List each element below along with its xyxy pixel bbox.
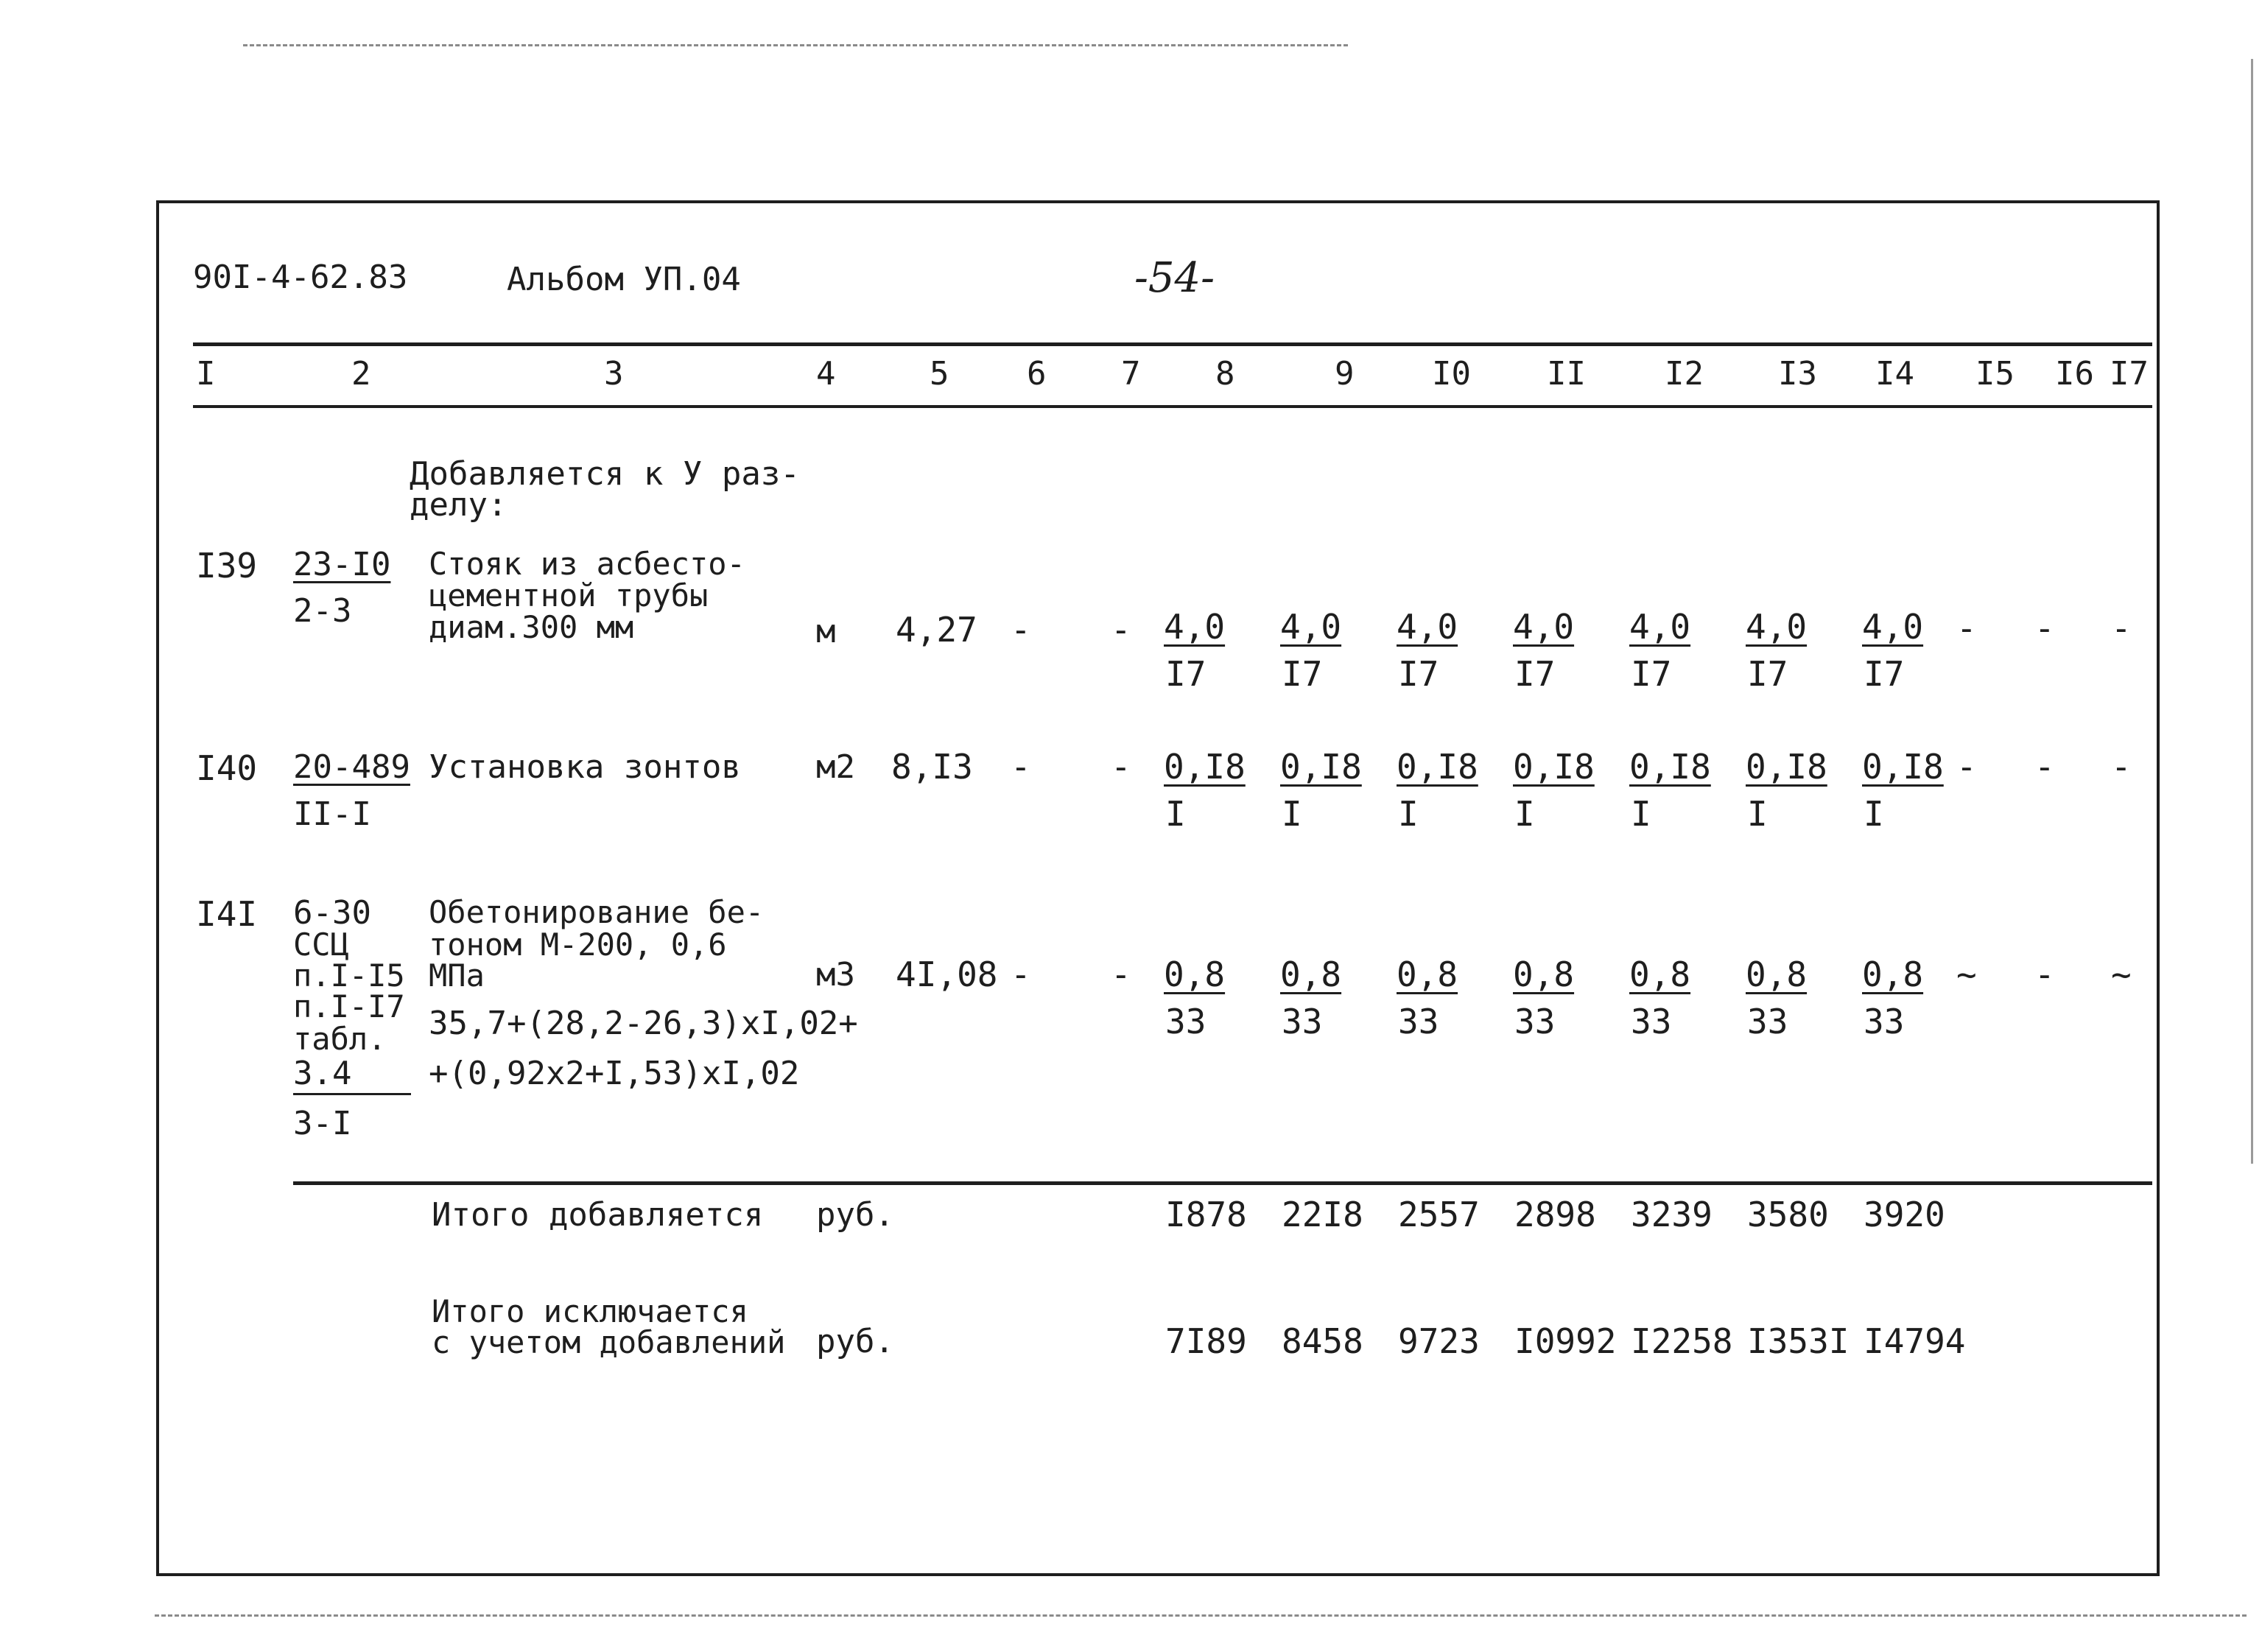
col15-value: ~ bbox=[1956, 955, 1977, 994]
scan-edge-line-right bbox=[2251, 59, 2253, 1164]
work-description: цементной трубы bbox=[429, 577, 709, 614]
col17-value: - bbox=[2111, 608, 2132, 648]
col17-value: - bbox=[2111, 747, 2132, 787]
rate-value: I bbox=[1747, 794, 1768, 834]
col16-value: - bbox=[2034, 608, 2055, 648]
col16-value: - bbox=[2034, 747, 2055, 787]
rate-code: 3.4 bbox=[293, 1055, 352, 1092]
total-value: 3920 bbox=[1864, 1195, 1945, 1234]
quantity-value: 4,0 bbox=[1513, 607, 1575, 647]
quantity-value: 4,0 bbox=[1280, 607, 1342, 647]
rate-code-divider bbox=[293, 1093, 411, 1095]
album-label: Альбом УП.04 bbox=[507, 261, 741, 298]
rate-value: 33 bbox=[1631, 1002, 1672, 1041]
rate-value: 33 bbox=[1864, 1002, 1905, 1041]
col6-value: - bbox=[1011, 610, 1031, 650]
rate-value: I bbox=[1631, 794, 1651, 834]
quantity-value: 0,I8 bbox=[1746, 747, 1827, 787]
quantity-value: 0,I8 bbox=[1397, 747, 1478, 787]
rate-code: ССЦ bbox=[293, 927, 349, 963]
total-unit: руб. bbox=[816, 1196, 894, 1234]
col16-value: - bbox=[2034, 955, 2055, 994]
total-value: 9723 bbox=[1398, 1321, 1480, 1361]
total-value: 2898 bbox=[1514, 1195, 1596, 1234]
total-unit: руб. bbox=[816, 1323, 894, 1360]
rate-value: I7 bbox=[1631, 654, 1672, 694]
calculation-formula: +(0,92х2+I,53)хI,02 bbox=[429, 1055, 800, 1092]
column-number: 3 bbox=[604, 355, 624, 393]
work-description: МПа bbox=[429, 957, 485, 994]
col7-value: - bbox=[1111, 955, 1131, 994]
column-number: I bbox=[196, 355, 216, 393]
total-value: 22I8 bbox=[1282, 1195, 1363, 1234]
total-value: 3580 bbox=[1747, 1195, 1829, 1234]
work-description: Обетонирование бе- bbox=[429, 894, 765, 930]
total-label: Итого исключается bbox=[432, 1293, 748, 1329]
header-rule-top bbox=[193, 342, 2152, 346]
rate-value: I7 bbox=[1398, 654, 1439, 694]
total-value: 7I89 bbox=[1165, 1321, 1247, 1361]
total-value: 3239 bbox=[1631, 1195, 1713, 1234]
column-number: I7 bbox=[2110, 355, 2149, 393]
quantity-value: 0,I8 bbox=[1513, 747, 1595, 787]
col17-value: ~ bbox=[2111, 955, 2132, 994]
column-number: II bbox=[1547, 355, 1586, 393]
row-number: I40 bbox=[196, 748, 258, 788]
quantity-value: 0,8 bbox=[1164, 955, 1226, 994]
column-number: 5 bbox=[930, 355, 949, 393]
rate-value: I bbox=[1165, 794, 1186, 834]
col7-value: - bbox=[1111, 610, 1131, 650]
totals-rule bbox=[293, 1181, 2152, 1185]
quantity-value: 0,8 bbox=[1397, 955, 1458, 994]
column-number: 8 bbox=[1215, 355, 1235, 393]
total-value: 2557 bbox=[1398, 1195, 1480, 1234]
column-number: 9 bbox=[1335, 355, 1355, 393]
column-number: 2 bbox=[351, 355, 371, 393]
rate-value: I7 bbox=[1864, 654, 1905, 694]
rate-code: п.I-I7 bbox=[293, 988, 405, 1024]
unit: м3 bbox=[816, 956, 855, 994]
col15-value: - bbox=[1956, 608, 1977, 648]
rate-code: 6-30 bbox=[293, 894, 371, 932]
rate-value: I bbox=[1864, 794, 1884, 834]
rate-value: 33 bbox=[1747, 1002, 1788, 1041]
total-label: с учетом добавлений bbox=[432, 1324, 786, 1360]
column-number: I2 bbox=[1665, 355, 1704, 393]
quantity-value: 4,0 bbox=[1397, 607, 1458, 647]
rate-value: 33 bbox=[1165, 1002, 1206, 1041]
rate-value: I bbox=[1398, 794, 1419, 834]
quantity-value: 4,0 bbox=[1862, 607, 1924, 647]
column-number: I4 bbox=[1875, 355, 1914, 393]
quantity-value: 0,I8 bbox=[1164, 747, 1246, 787]
rate-value: I7 bbox=[1165, 654, 1206, 694]
unit: м bbox=[816, 613, 836, 650]
unit: м2 bbox=[816, 748, 855, 786]
total-value: I2258 bbox=[1631, 1321, 1733, 1361]
document-code: 90I-4-62.83 bbox=[193, 259, 408, 296]
section-title-line: Добавляется к У раз- bbox=[410, 455, 800, 493]
col7-value: - bbox=[1111, 747, 1131, 787]
rate-value: I7 bbox=[1514, 654, 1556, 694]
quantity-value: 4,0 bbox=[1164, 607, 1226, 647]
column-number: 7 bbox=[1121, 355, 1141, 393]
column-number: I3 bbox=[1778, 355, 1817, 393]
col15-value: - bbox=[1956, 747, 1977, 787]
quantity-value: 4,0 bbox=[1629, 607, 1691, 647]
total-value: I353I bbox=[1747, 1321, 1850, 1361]
quantity-value: 0,8 bbox=[1629, 955, 1691, 994]
calculation-formula: 35,7+(28,2-26,3)хI,02+ bbox=[429, 1005, 858, 1042]
scan-edge-line-bottom bbox=[155, 1614, 2247, 1617]
col6-value: - bbox=[1011, 747, 1031, 787]
work-description: диам.300 мм bbox=[429, 609, 634, 645]
work-description: Установка зонтов bbox=[429, 748, 741, 786]
quantity-value: 0,I8 bbox=[1862, 747, 1944, 787]
scan-edge-line-top bbox=[243, 44, 1348, 46]
rate-code: табл. bbox=[293, 1021, 387, 1057]
rate-code: п.I-I5 bbox=[293, 957, 405, 994]
rate-value: I bbox=[1282, 794, 1302, 834]
column-number: I6 bbox=[2055, 355, 2094, 393]
quantity-value: 0,I8 bbox=[1280, 747, 1362, 787]
rate-value: 33 bbox=[1398, 1002, 1439, 1041]
total-value: I878 bbox=[1165, 1195, 1247, 1234]
work-description: Стояк из асбесто- bbox=[429, 546, 745, 582]
column-number: I0 bbox=[1432, 355, 1471, 393]
rate-value: I bbox=[1514, 794, 1535, 834]
quantity-value: 0,8 bbox=[1280, 955, 1342, 994]
row-number: I4I bbox=[196, 894, 258, 934]
unit-price: 4,27 bbox=[896, 610, 977, 650]
page-number: -54- bbox=[1134, 254, 1215, 302]
col6-value: - bbox=[1011, 955, 1031, 994]
quantity-value: 0,8 bbox=[1862, 955, 1924, 994]
total-label: Итого добавляется bbox=[432, 1196, 764, 1234]
section-title-line: делу: bbox=[410, 486, 507, 524]
unit-price: 4I,08 bbox=[896, 955, 998, 994]
header-rule-bottom bbox=[193, 405, 2152, 408]
rate-value: I7 bbox=[1282, 654, 1323, 694]
total-value: 8458 bbox=[1282, 1321, 1363, 1361]
rate-code: 20-489 bbox=[293, 748, 410, 786]
column-number: 4 bbox=[816, 355, 836, 393]
rate-code: 23-I0 bbox=[293, 546, 391, 583]
unit-price: 8,I3 bbox=[891, 747, 973, 787]
quantity-value: 4,0 bbox=[1746, 607, 1808, 647]
column-number: I5 bbox=[1975, 355, 2015, 393]
rate-code: 2-3 bbox=[293, 592, 352, 630]
total-value: I4794 bbox=[1864, 1321, 1966, 1361]
quantity-value: 0,I8 bbox=[1629, 747, 1711, 787]
rate-value: I7 bbox=[1747, 654, 1788, 694]
total-value: I0992 bbox=[1514, 1321, 1617, 1361]
quantity-value: 0,8 bbox=[1513, 955, 1575, 994]
quantity-value: 0,8 bbox=[1746, 955, 1808, 994]
rate-value: 33 bbox=[1514, 1002, 1556, 1041]
rate-code: II-I bbox=[293, 795, 371, 833]
work-description: тоном М-200, 0,6 bbox=[429, 927, 727, 963]
rate-value: 33 bbox=[1282, 1002, 1323, 1041]
rate-code: 3-I bbox=[293, 1105, 352, 1142]
row-number: I39 bbox=[196, 546, 258, 586]
column-number: 6 bbox=[1027, 355, 1047, 393]
